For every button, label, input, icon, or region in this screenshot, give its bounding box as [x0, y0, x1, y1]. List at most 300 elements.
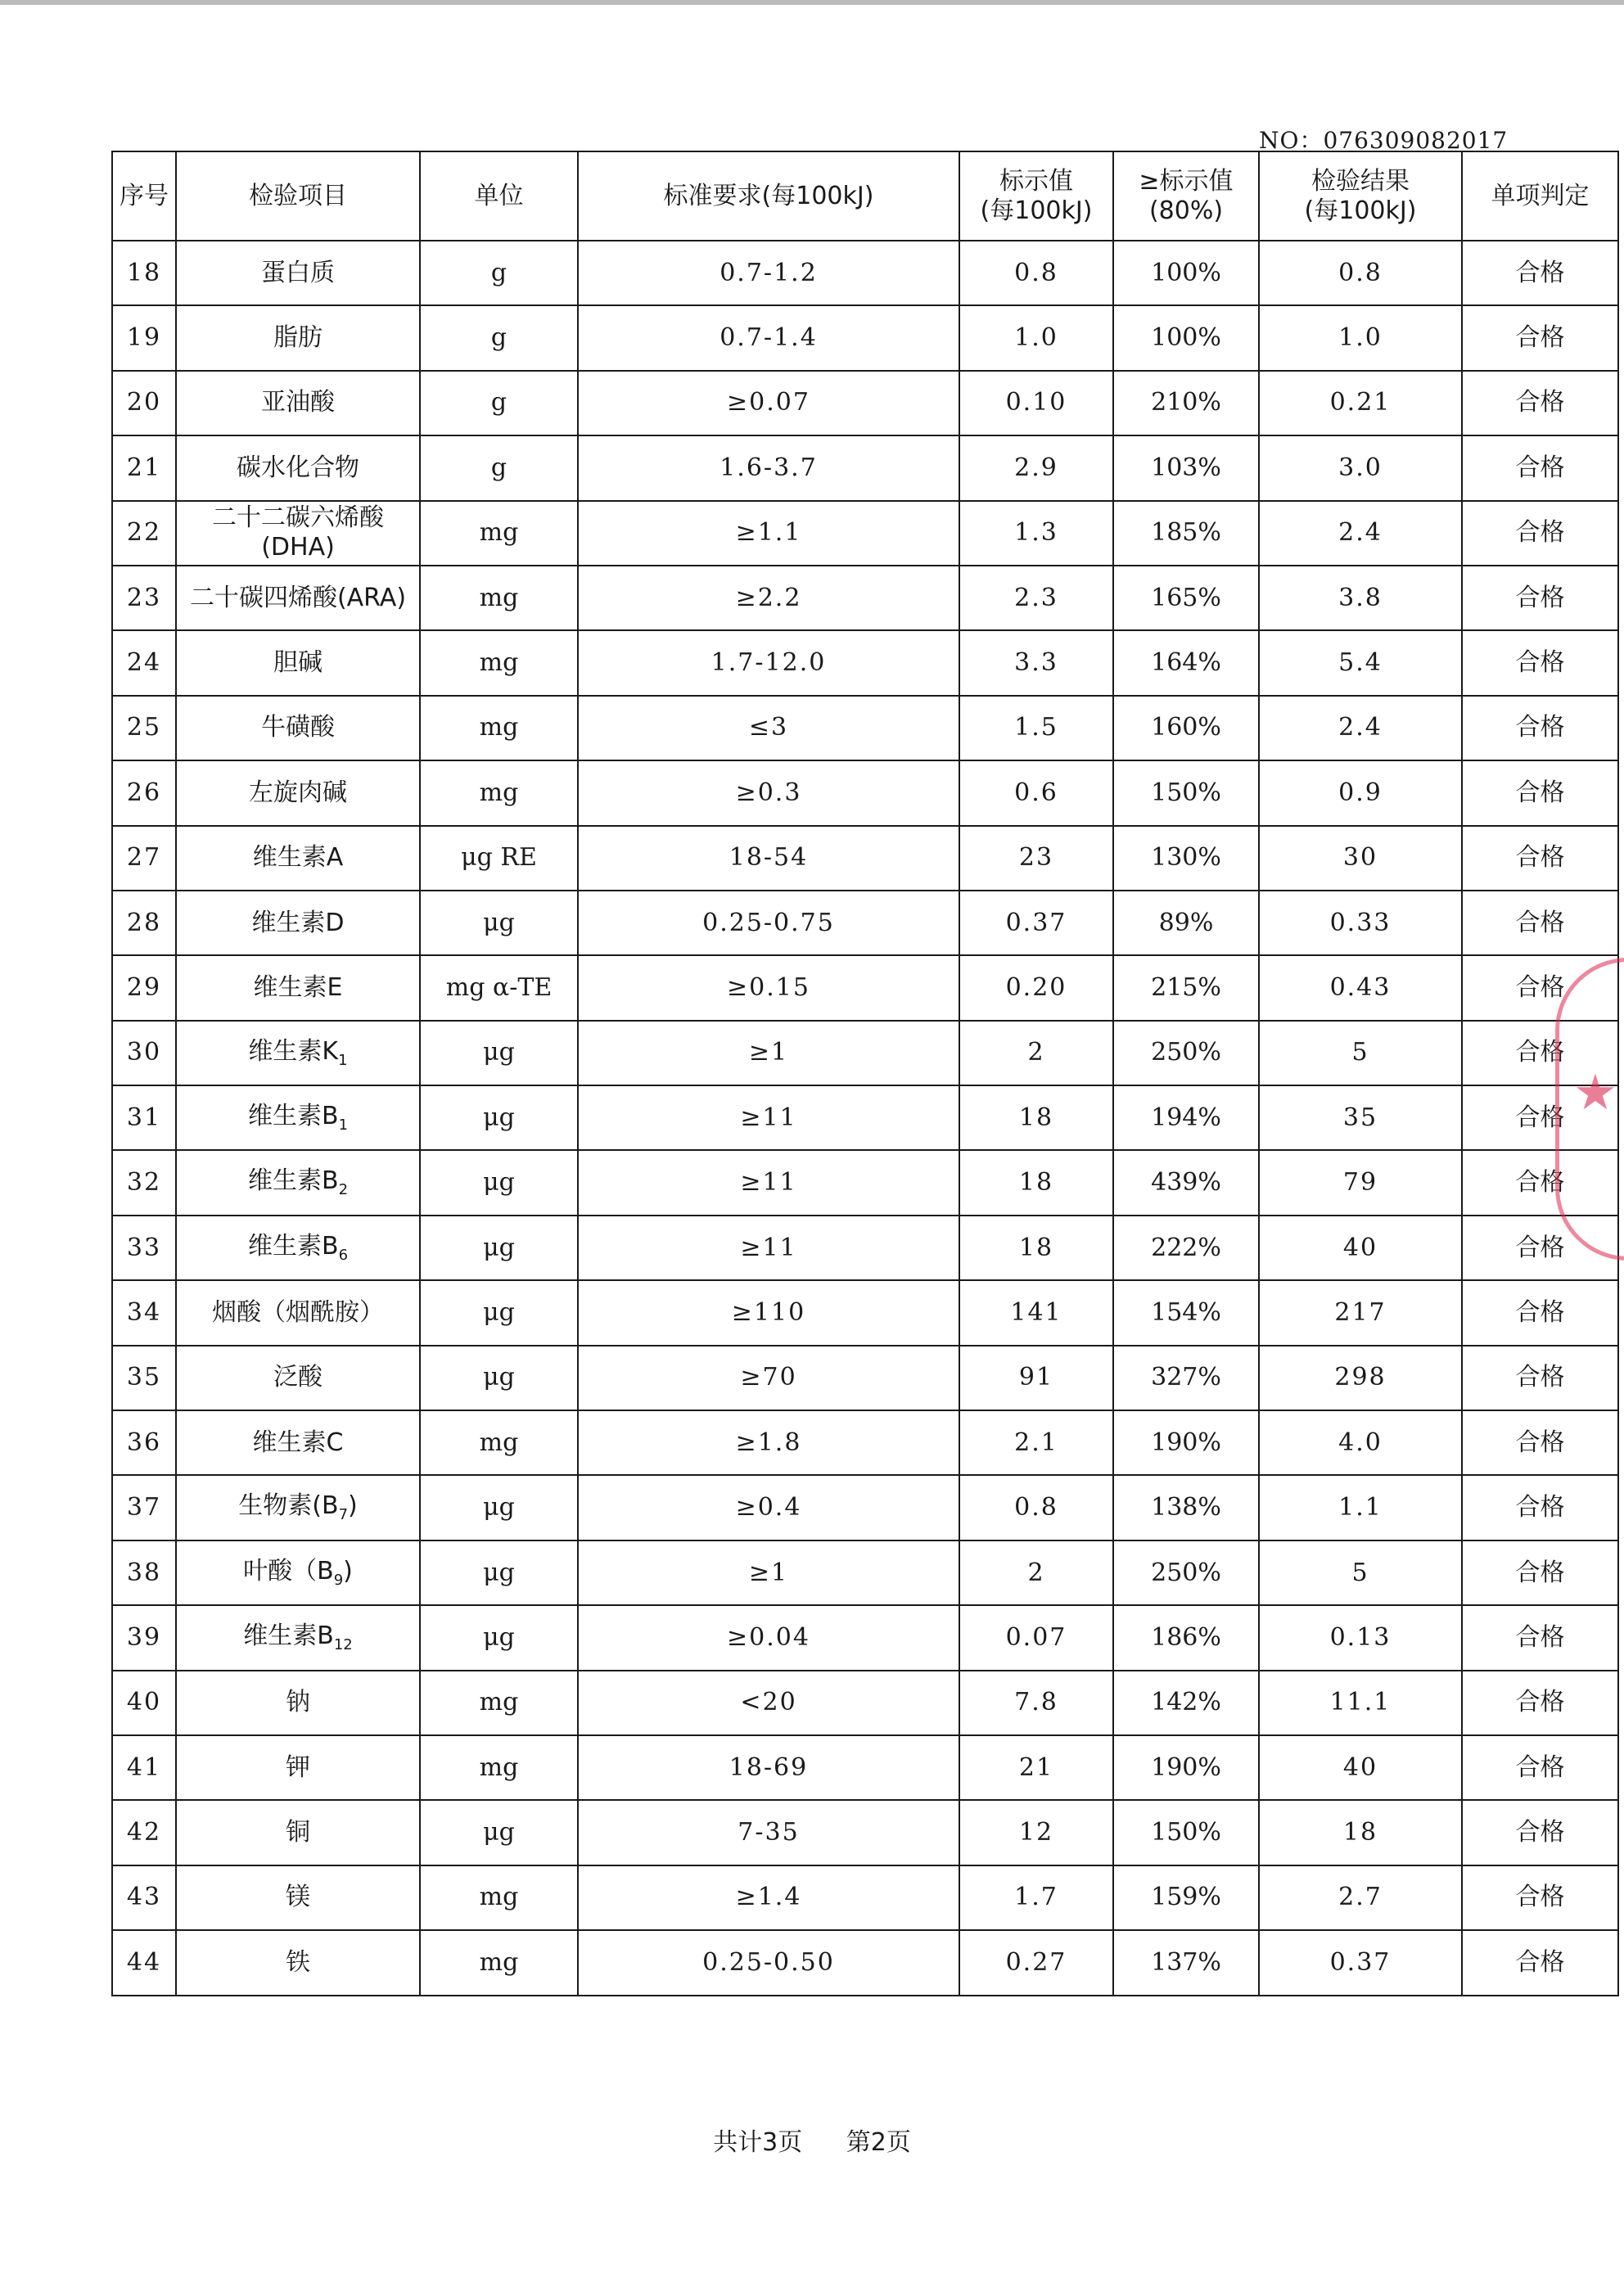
- cell-unit: mg: [420, 1671, 578, 1735]
- cell-label-value: 0.10: [959, 371, 1113, 435]
- cell-no: 22: [112, 501, 176, 566]
- cell-percent: 160%: [1113, 696, 1259, 760]
- cell-no: 40: [112, 1671, 176, 1735]
- cell-result: 5: [1259, 1021, 1462, 1085]
- cell-no: 31: [112, 1085, 176, 1150]
- cell-verdict: 合格: [1462, 1930, 1618, 1995]
- table-row: [112, 501, 1618, 566]
- cell-percent: 439%: [1113, 1150, 1259, 1215]
- cell-item: [176, 891, 420, 955]
- cell-percent: 138%: [1113, 1475, 1259, 1540]
- cell-no: 23: [112, 566, 176, 630]
- cell-result: 0.9: [1259, 760, 1462, 825]
- cell-standard: 7-35: [578, 1800, 959, 1865]
- cell-item: [176, 1605, 420, 1670]
- cell-percent: 137%: [1113, 1930, 1259, 1995]
- cell-label-value: 1.0: [959, 305, 1113, 370]
- cell-no: 36: [112, 1410, 176, 1475]
- item-subscript: 12: [333, 1636, 353, 1654]
- item-name: 生物素(B: [238, 1491, 339, 1521]
- cell-label-value: 18: [959, 1085, 1113, 1150]
- footer-total-pages: 共计3页: [713, 2128, 803, 2157]
- table-row: [112, 1085, 1618, 1150]
- cell-unit: μg: [420, 891, 578, 955]
- cell-label-value: 3.3: [959, 630, 1113, 695]
- cell-item: [176, 501, 420, 566]
- item-name: 维生素D: [251, 908, 345, 937]
- table-row: [112, 435, 1618, 500]
- cell-percent: 210%: [1113, 371, 1259, 435]
- cell-item: [176, 1735, 420, 1800]
- table-row: [112, 1540, 1618, 1605]
- cell-label-value: 18: [959, 1216, 1113, 1280]
- table-row: [112, 1735, 1618, 1800]
- item-name: 维生素B: [247, 1101, 339, 1130]
- cell-no: 27: [112, 826, 176, 891]
- table-row: [112, 696, 1618, 760]
- cell-standard: ≥70: [578, 1346, 959, 1410]
- cell-verdict: 合格: [1462, 435, 1618, 500]
- cell-standard: 0.25-0.50: [578, 1930, 959, 1995]
- cell-no: 21: [112, 435, 176, 500]
- cell-item: [176, 1150, 420, 1215]
- cell-verdict: 合格: [1462, 826, 1618, 891]
- cell-percent: 250%: [1113, 1540, 1259, 1605]
- item-name: 二十二碳六烯酸: [212, 503, 384, 533]
- cell-verdict: 合格: [1462, 1150, 1618, 1215]
- cell-unit: mg α-TE: [420, 955, 578, 1020]
- item-name: 维生素E: [253, 972, 343, 1002]
- cell-result: 5.4: [1259, 630, 1462, 695]
- cell-label-value: 2: [959, 1540, 1113, 1605]
- cell-no: 25: [112, 696, 176, 760]
- table-row: [112, 371, 1618, 435]
- cell-no: 28: [112, 891, 176, 955]
- cell-verdict: 合格: [1462, 1540, 1618, 1605]
- table-row: [112, 1605, 1618, 1670]
- item-name-line2: (DHA): [261, 533, 335, 562]
- cell-item: [176, 1475, 420, 1540]
- item-subscript: 7: [338, 1506, 349, 1524]
- cell-unit: mg: [420, 696, 578, 760]
- cell-verdict: 合格: [1462, 566, 1618, 630]
- cell-result: 18: [1259, 1800, 1462, 1865]
- cell-label-value: 2.1: [959, 1410, 1113, 1475]
- cell-item: [176, 241, 420, 305]
- cell-item: [176, 955, 420, 1020]
- header-result: [1259, 151, 1462, 241]
- cell-result: 0.33: [1259, 891, 1462, 955]
- cell-percent: 154%: [1113, 1280, 1259, 1345]
- cell-label-value: 0.07: [959, 1605, 1113, 1670]
- cell-label-value: 7.8: [959, 1671, 1113, 1735]
- item-name: 蛋白质: [261, 258, 335, 287]
- header-standard: 标准要求(每100kJ): [578, 151, 959, 241]
- cell-unit: mg: [420, 630, 578, 695]
- cell-result: 2.7: [1259, 1865, 1462, 1930]
- cell-verdict: 合格: [1462, 891, 1618, 955]
- cell-unit: μg: [420, 1280, 578, 1345]
- cell-standard: ≥0.07: [578, 371, 959, 435]
- cell-item: [176, 371, 420, 435]
- cell-standard: ≥1.8: [578, 1410, 959, 1475]
- item-name: 二十碳四烯酸(ARA): [189, 583, 407, 612]
- cell-percent: 222%: [1113, 1216, 1259, 1280]
- footer-page-number: 第2页: [846, 2128, 911, 2157]
- item-name: 铜: [286, 1818, 310, 1847]
- cell-verdict: 合格: [1462, 760, 1618, 825]
- cell-standard: 0.25-0.75: [578, 891, 959, 955]
- cell-standard: <20: [578, 1671, 959, 1735]
- cell-result: 1.0: [1259, 305, 1462, 370]
- cell-standard: 0.7-1.2: [578, 241, 959, 305]
- cell-verdict: 合格: [1462, 1085, 1618, 1150]
- cell-percent: 89%: [1113, 891, 1259, 955]
- cell-result: 217: [1259, 1280, 1462, 1345]
- cell-unit: μg: [420, 1800, 578, 1865]
- header-label-value: [959, 151, 1113, 241]
- item-name: 铁: [286, 1947, 310, 1977]
- cell-standard: ≥2.2: [578, 566, 959, 630]
- header-result-line1: 检验结果: [1311, 166, 1410, 196]
- cell-unit: μg: [420, 1475, 578, 1540]
- header-percent-line2: (80%): [1148, 196, 1224, 225]
- cell-no: 20: [112, 371, 176, 435]
- cell-unit: μg: [420, 1346, 578, 1410]
- cell-label-value: 1.3: [959, 501, 1113, 566]
- cell-no: 32: [112, 1150, 176, 1215]
- cell-item: [176, 1930, 420, 1995]
- cell-percent: 185%: [1113, 501, 1259, 566]
- cell-verdict: 合格: [1462, 696, 1618, 760]
- cell-percent: 159%: [1113, 1865, 1259, 1930]
- cell-no: 44: [112, 1930, 176, 1995]
- cell-label-value: 2: [959, 1021, 1113, 1085]
- cell-standard: ≥1: [578, 1540, 959, 1605]
- scan-top-edge: [0, 0, 1624, 5]
- cell-label-value: 12: [959, 1800, 1113, 1865]
- cell-no: 30: [112, 1021, 176, 1085]
- cell-percent: 215%: [1113, 955, 1259, 1020]
- item-subscript: 9: [333, 1571, 344, 1589]
- cell-result: 1.1: [1259, 1475, 1462, 1540]
- cell-verdict: 合格: [1462, 501, 1618, 566]
- cell-label-value: 18: [959, 1150, 1113, 1215]
- cell-standard: 1.6-3.7: [578, 435, 959, 500]
- cell-item: [176, 1085, 420, 1150]
- item-name: 烟酸（烟酰胺）: [212, 1297, 384, 1327]
- cell-item: [176, 1540, 420, 1605]
- cell-item: [176, 1800, 420, 1865]
- cell-label-value: 0.6: [959, 760, 1113, 825]
- cell-label-value: 23: [959, 826, 1113, 891]
- cell-no: 26: [112, 760, 176, 825]
- cell-result: 0.13: [1259, 1605, 1462, 1670]
- cell-verdict: 合格: [1462, 1605, 1618, 1670]
- item-subscript: 6: [338, 1246, 349, 1264]
- item-suffix: ): [343, 1556, 353, 1586]
- cell-percent: 190%: [1113, 1410, 1259, 1475]
- cell-unit: μg: [420, 1216, 578, 1280]
- cell-standard: 18-54: [578, 826, 959, 891]
- table-row: [112, 630, 1618, 695]
- table-body: [112, 241, 1618, 1996]
- cell-item: [176, 1865, 420, 1930]
- cell-label-value: 0.8: [959, 241, 1113, 305]
- cell-verdict: 合格: [1462, 1410, 1618, 1475]
- cell-result: 3.8: [1259, 566, 1462, 630]
- cell-label-value: 141: [959, 1280, 1113, 1345]
- cell-verdict: 合格: [1462, 1216, 1618, 1280]
- cell-item: [176, 760, 420, 825]
- table-row: [112, 1346, 1618, 1410]
- header-label-value-line1: 标示值: [999, 166, 1073, 196]
- item-name: 维生素C: [252, 1428, 344, 1457]
- cell-result: 40: [1259, 1216, 1462, 1280]
- cell-label-value: 0.8: [959, 1475, 1113, 1540]
- cell-unit: g: [420, 435, 578, 500]
- cell-percent: 103%: [1113, 435, 1259, 500]
- cell-item: [176, 1671, 420, 1735]
- cell-no: 43: [112, 1865, 176, 1930]
- cell-label-value: 1.7: [959, 1865, 1113, 1930]
- cell-percent: 100%: [1113, 305, 1259, 370]
- cell-item: [176, 1216, 420, 1280]
- cell-result: 4.0: [1259, 1410, 1462, 1475]
- cell-percent: 142%: [1113, 1671, 1259, 1735]
- cell-result: 0.37: [1259, 1930, 1462, 1995]
- cell-label-value: 0.37: [959, 891, 1113, 955]
- table-row: [112, 1280, 1618, 1345]
- red-seal-star: ★: [1573, 1064, 1617, 1121]
- item-name: 叶酸（B: [243, 1556, 334, 1586]
- cell-item: [176, 435, 420, 500]
- cell-percent: 130%: [1113, 826, 1259, 891]
- table-row: [112, 1216, 1618, 1280]
- item-name: 维生素K: [248, 1036, 339, 1066]
- cell-no: 38: [112, 1540, 176, 1605]
- cell-unit: g: [420, 241, 578, 305]
- table-row: [112, 241, 1618, 305]
- cell-verdict: 合格: [1462, 1280, 1618, 1345]
- header-percent-line1: ≥标示值: [1139, 166, 1234, 196]
- cell-unit: mg: [420, 1930, 578, 1995]
- header-result-line2: (每100kJ): [1304, 196, 1417, 225]
- cell-result: 40: [1259, 1735, 1462, 1800]
- item-name: 脂肪: [273, 323, 323, 353]
- cell-verdict: 合格: [1462, 371, 1618, 435]
- document-number: NO：076309082017: [1259, 127, 1509, 154]
- cell-unit: mg: [420, 566, 578, 630]
- cell-verdict: 合格: [1462, 955, 1618, 1020]
- cell-standard: ≥11: [578, 1150, 959, 1215]
- cell-label-value: 0.27: [959, 1930, 1113, 1995]
- cell-unit: μg RE: [420, 826, 578, 891]
- cell-result: 5: [1259, 1540, 1462, 1605]
- cell-no: 42: [112, 1800, 176, 1865]
- cell-standard: ≥0.15: [578, 955, 959, 1020]
- header-label-value-line2: (每100kJ): [980, 196, 1093, 225]
- cell-no: 18: [112, 241, 176, 305]
- cell-result: 30: [1259, 826, 1462, 891]
- item-subscript: 2: [338, 1181, 349, 1199]
- page-footer: [0, 2122, 1624, 2158]
- item-name: 碳水化合物: [237, 453, 359, 482]
- table-row: [112, 955, 1618, 1020]
- cell-item: [176, 1410, 420, 1475]
- cell-percent: 165%: [1113, 566, 1259, 630]
- item-name: 泛酸: [273, 1363, 323, 1392]
- item-name: 牛磺酸: [261, 713, 335, 742]
- cell-no: 39: [112, 1605, 176, 1670]
- cell-standard: ≥0.3: [578, 760, 959, 825]
- cell-no: 29: [112, 955, 176, 1020]
- cell-verdict: 合格: [1462, 630, 1618, 695]
- cell-no: 35: [112, 1346, 176, 1410]
- cell-percent: 164%: [1113, 630, 1259, 695]
- header-verdict: 单项判定: [1462, 151, 1618, 241]
- item-name: 左旋肉碱: [249, 778, 347, 807]
- cell-result: 0.8: [1259, 241, 1462, 305]
- table-header-row: [112, 151, 1618, 241]
- item-name: 维生素B: [247, 1166, 339, 1196]
- cell-result: 298: [1259, 1346, 1462, 1410]
- cell-unit: μg: [420, 1605, 578, 1670]
- cell-verdict: 合格: [1462, 1475, 1618, 1540]
- cell-label-value: 1.5: [959, 696, 1113, 760]
- table-row: [112, 1021, 1618, 1085]
- cell-percent: 150%: [1113, 760, 1259, 825]
- cell-item: [176, 630, 420, 695]
- table-row: [112, 1800, 1618, 1865]
- cell-label-value: 21: [959, 1735, 1113, 1800]
- cell-percent: 250%: [1113, 1021, 1259, 1085]
- cell-unit: g: [420, 371, 578, 435]
- cell-label-value: 0.20: [959, 955, 1113, 1020]
- cell-standard: ≥1.1: [578, 501, 959, 566]
- cell-item: [176, 826, 420, 891]
- cell-no: 19: [112, 305, 176, 370]
- table-row: [112, 305, 1618, 370]
- cell-item: [176, 1021, 420, 1085]
- cell-standard: ≥0.04: [578, 1605, 959, 1670]
- cell-unit: μg: [420, 1085, 578, 1150]
- cell-standard: ≥1.4: [578, 1865, 959, 1930]
- table-row: [112, 1930, 1618, 1995]
- table-row: [112, 1865, 1618, 1930]
- cell-verdict: 合格: [1462, 1800, 1618, 1865]
- cell-unit: mg: [420, 1410, 578, 1475]
- cell-item: [176, 1346, 420, 1410]
- cell-result: 0.43: [1259, 955, 1462, 1020]
- cell-result: 11.1: [1259, 1671, 1462, 1735]
- item-name: 亚油酸: [261, 388, 335, 417]
- table-row: [112, 760, 1618, 825]
- cell-no: 37: [112, 1475, 176, 1540]
- cell-unit: g: [420, 305, 578, 370]
- cell-standard: ≤3: [578, 696, 959, 760]
- item-name: 维生素B: [247, 1231, 339, 1261]
- cell-unit: mg: [420, 501, 578, 566]
- cell-unit: mg: [420, 760, 578, 825]
- table-row: [112, 1671, 1618, 1735]
- item-suffix: ): [348, 1491, 358, 1521]
- cell-unit: mg: [420, 1865, 578, 1930]
- cell-item: [176, 566, 420, 630]
- cell-no: 41: [112, 1735, 176, 1800]
- item-name: 维生素B: [243, 1622, 334, 1651]
- item-subscript: 1: [338, 1116, 349, 1134]
- cell-standard: 1.7-12.0: [578, 630, 959, 695]
- cell-result: 35: [1259, 1085, 1462, 1150]
- cell-standard: ≥110: [578, 1280, 959, 1345]
- table-row: [112, 1150, 1618, 1215]
- cell-verdict: 合格: [1462, 1021, 1618, 1085]
- cell-label-value: 2.9: [959, 435, 1113, 500]
- header-percent: [1113, 151, 1259, 241]
- cell-no: 34: [112, 1280, 176, 1345]
- table-row: [112, 566, 1618, 630]
- cell-percent: 100%: [1113, 241, 1259, 305]
- cell-percent: 186%: [1113, 1605, 1259, 1670]
- cell-unit: μg: [420, 1540, 578, 1605]
- header-item: 检验项目: [176, 151, 420, 241]
- table-row: [112, 891, 1618, 955]
- item-name: 镁: [286, 1883, 310, 1912]
- cell-verdict: 合格: [1462, 305, 1618, 370]
- cell-standard: 18-69: [578, 1735, 959, 1800]
- cell-result: 3.0: [1259, 435, 1462, 500]
- cell-result: 79: [1259, 1150, 1462, 1215]
- cell-percent: 327%: [1113, 1346, 1259, 1410]
- cell-item: [176, 1280, 420, 1345]
- cell-standard: ≥11: [578, 1085, 959, 1150]
- cell-percent: 194%: [1113, 1085, 1259, 1150]
- cell-verdict: 合格: [1462, 1865, 1618, 1930]
- item-subscript: 1: [338, 1051, 348, 1069]
- cell-percent: 190%: [1113, 1735, 1259, 1800]
- cell-standard: 0.7-1.4: [578, 305, 959, 370]
- cell-verdict: 合格: [1462, 1735, 1618, 1800]
- cell-percent: 150%: [1113, 1800, 1259, 1865]
- cell-standard: ≥1: [578, 1021, 959, 1085]
- header-unit: 单位: [420, 151, 578, 241]
- cell-result: 2.4: [1259, 696, 1462, 760]
- item-name: 维生素A: [252, 843, 344, 873]
- cell-unit: μg: [420, 1150, 578, 1215]
- item-name: 钠: [286, 1688, 310, 1717]
- cell-standard: ≥11: [578, 1216, 959, 1280]
- table-row: [112, 826, 1618, 891]
- cell-verdict: 合格: [1462, 1346, 1618, 1410]
- cell-item: [176, 305, 420, 370]
- cell-verdict: 合格: [1462, 1671, 1618, 1735]
- table-row: [112, 1410, 1618, 1475]
- cell-no: 24: [112, 630, 176, 695]
- cell-label-value: 2.3: [959, 566, 1113, 630]
- cell-result: 0.21: [1259, 371, 1462, 435]
- cell-result: 2.4: [1259, 501, 1462, 566]
- cell-no: 33: [112, 1216, 176, 1280]
- item-name: 钾: [286, 1752, 310, 1782]
- cell-standard: ≥0.4: [578, 1475, 959, 1540]
- cell-label-value: 91: [959, 1346, 1113, 1410]
- inspection-results-table: [111, 151, 1619, 1996]
- cell-item: [176, 696, 420, 760]
- table-row: [112, 1475, 1618, 1540]
- cell-unit: μg: [420, 1021, 578, 1085]
- item-name: 胆碱: [273, 648, 323, 678]
